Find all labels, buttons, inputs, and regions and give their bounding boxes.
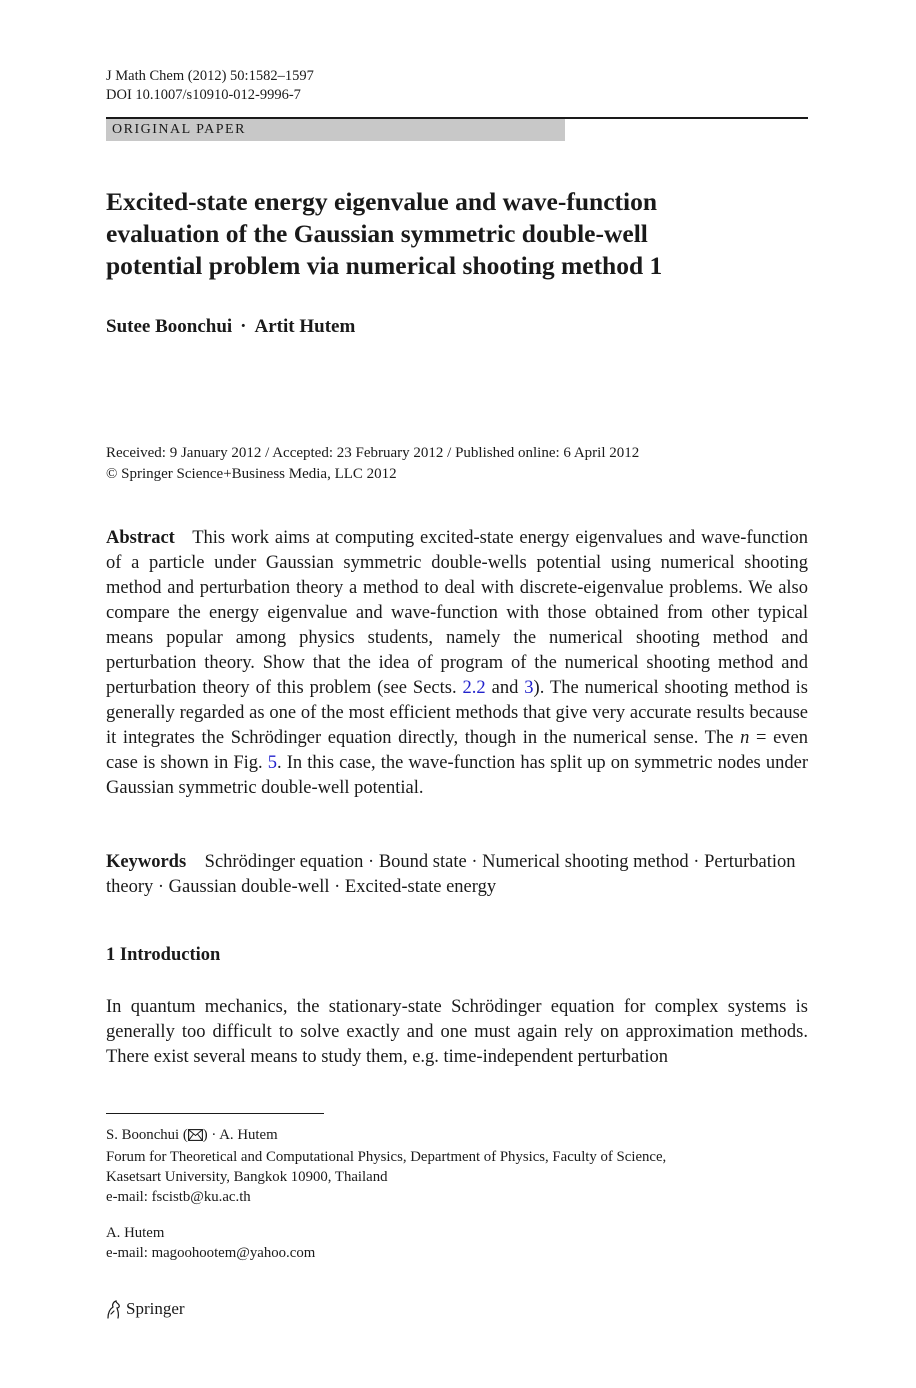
section-link-3[interactable]: 3	[524, 678, 534, 698]
abstract-text-3: = even case is shown in Fig.	[106, 728, 808, 773]
footnote-names: S. Boonchui ( ) · A. Hutem	[106, 1125, 808, 1147]
article-type-badge: ORIGINAL PAPER	[106, 119, 565, 141]
abstract-and: and	[485, 678, 525, 698]
affiliation-line-2: Kasetsart University, Bangkok 10900, Thailand	[106, 1169, 388, 1185]
footnote-rule	[106, 1113, 324, 1114]
history-line: Received: 9 January 2012 / Accepted: 23 February 2012 / Published online: 6 April 2012	[106, 445, 640, 461]
paper-title	[106, 186, 806, 282]
copyright-line: © Springer Science+Business Media, LLC 2012	[106, 465, 397, 482]
doi: DOI 10.1007/s10910-012-9996-7	[106, 87, 301, 103]
author-footnote	[106, 1125, 808, 1207]
second-author-footnote	[106, 1223, 808, 1263]
figure-link-5[interactable]: 5	[267, 753, 278, 773]
email-1: e-mail: fscistb@ku.ac.th	[106, 1189, 251, 1205]
abstract-text-4: . In this case, the wave-function has split up on symmetric nodes under Gaussian symmetric double-well potential.	[106, 753, 808, 798]
variable-n: n	[740, 728, 750, 748]
keywords-label: Keywords	[106, 852, 187, 872]
second-author-name: A. Hutem	[106, 1225, 165, 1241]
abstract-label: Abstract	[106, 528, 175, 548]
abstract-text-1: This work aims at computing excited-state energy eigenvalues and wave-function of a particle under Gaussian symmetric double-wells potential using numerical shooting method and perturbation theory a method to deal with discrete-eigenvalue problems. We also compare the energy eigenvalue and wave-function with those obtained from other typical means popular among physics students, namely the numerical shooting method and perturbation theory. Show that the idea of program of the numerical shooting method and perturbation theory of this problem (see Sects.	[106, 528, 809, 698]
publication-dates	[106, 443, 808, 484]
springer-horse-icon	[106, 1300, 122, 1319]
title-line-1: Excited-state energy eigenvalue and wave-function	[106, 187, 658, 216]
author-1: Sutee Boonchui	[106, 316, 233, 337]
section-link-2-2[interactable]: 2.2	[462, 678, 486, 698]
introduction-text: In quantum mechanics, the stationary-state Schrödinger equation for complex systems is generally too difficult to solve exactly and one must again rely on approximation methods. There exist several means to study them, e.g. time-independent perturbation	[106, 997, 808, 1067]
affiliation-line-1: Forum for Theoretical and Computational Physics, Department of Physics, Faculty of Science,	[106, 1149, 667, 1165]
email-2: e-mail: magoohootem@yahoo.com	[106, 1245, 316, 1261]
publisher-name: Springer	[126, 1299, 185, 1318]
title-line-2: evaluation of the Gaussian symmetric double-well	[106, 219, 648, 248]
journal-header	[106, 67, 314, 105]
envelope-icon	[188, 1127, 203, 1147]
section-heading-introduction: 1 Introduction	[106, 945, 221, 965]
keywords	[106, 850, 808, 900]
abstract	[106, 526, 808, 801]
abstract-text-2: ). The numerical shooting method is generally regarded as one of the most efficient methods that give very accurate results because it integrates the Schrödinger equation directly, though in the numerical sense. The	[106, 678, 808, 748]
publisher-logo	[106, 1299, 185, 1319]
author-list	[106, 316, 355, 338]
title-line-3: potential problem via numerical shooting method 1	[106, 251, 663, 280]
author-separator: ·	[240, 316, 247, 337]
author-2: Artit Hutem	[254, 316, 356, 337]
journal-citation: J Math Chem (2012) 50:1582–1597	[106, 68, 314, 84]
keywords-text: Schrödinger equation · Bound state · Numerical shooting method · Perturbation theory · Gaussian double-well · Excited-state energy	[106, 852, 796, 897]
